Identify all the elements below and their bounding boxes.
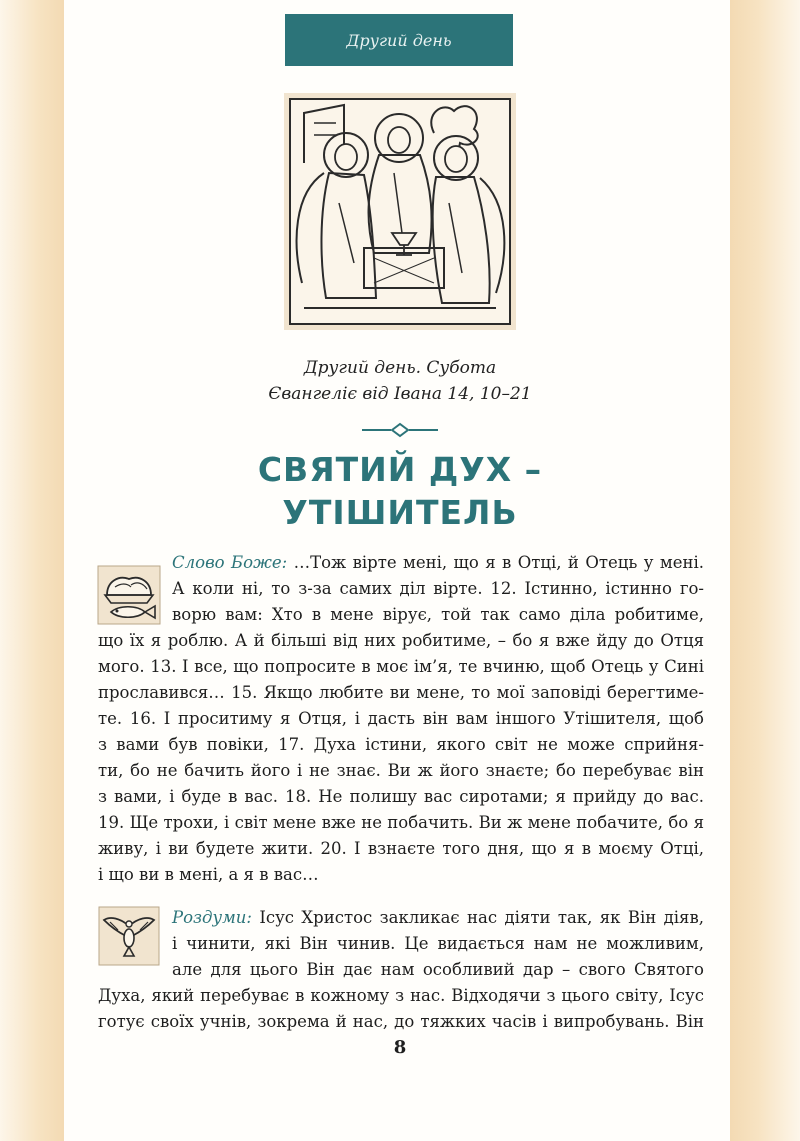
scripture-line: ворю вам: Хто в мене вірує, той так само діла робитиме, (172, 605, 704, 624)
scripture-line: 19. Ще трохи, і світ мене вже не побачить. Ви ж мене побачите, бо я (98, 813, 704, 832)
reflection-line: готує своїх учнів, зокрема й нас, до тяжких часів і випробувань. Він (98, 1012, 704, 1031)
reading-day-title: Другий день. Субота (303, 358, 497, 378)
bread-and-fish-icon (97, 565, 161, 625)
reflection-line-1 (172, 905, 704, 931)
ornament-divider-icon (360, 422, 440, 438)
scripture-lead-label: Слово Боже: (172, 553, 288, 572)
scripture-line: з вами, і буде в вас. 18. Не полишу вас сиротами; я прийду до вас. (98, 787, 704, 806)
scripture-line: те. 16. І проситиму я Отця, і дасть він вам іншого Утішителя, щоб (98, 709, 704, 728)
scripture-line: мого. 13. І все, що попросите в моє ім’я, те вчиню, щоб Отець у Сині (98, 657, 704, 676)
scripture-line: прославився… 15. Якщо любите ви мене, то мої заповіді берегтиме- (98, 683, 704, 702)
scripture-line: з вами був повіки, 17. Духа істини, якого світ не може сприйня- (98, 735, 704, 754)
reflection-line: Духа, який перебуває в кожному з нас. Відходячи з цього світу, Ісус (98, 986, 704, 1005)
reflection-line: і чинити, які Він чинив. Це видається нам не можливим, (172, 934, 704, 953)
right-margin-band (730, 0, 800, 1141)
gospel-reference: Євангеліє від Івана 14, 10–21 (268, 384, 532, 404)
reflection-lead-label: Роздуми: (172, 908, 252, 927)
left-margin-band (0, 0, 64, 1141)
reflection-line-1-text: Ісус Христос закликає нас діяти так, як Він діяв, (251, 908, 704, 927)
reflection-line: але для цього Він дає нам особливий дар – свого Святого (172, 960, 704, 979)
scripture-line-1-text: …Тож вірте мені, що я в Отці, й Отець у мені. (287, 553, 704, 572)
scripture-line: А коли ні, то з-за самих діл вірте. 12. Істинно, істинно го- (172, 579, 704, 598)
chapter-header-label: Другий день (346, 30, 452, 50)
chapter-title-line-1: СВЯТИЙ ДУХ – (257, 450, 543, 489)
page-number: 8 (393, 1037, 407, 1058)
dove-icon (98, 906, 160, 966)
scripture-line: ти, бо не бачить його і не знає. Ви ж його знаєте; бо перебуває він (98, 761, 704, 780)
scripture-line: і що ви в мені, а я в вас… (98, 865, 319, 884)
trinity-icon-illustration (284, 93, 516, 330)
chapter-header-tab (285, 14, 513, 66)
scripture-line-1 (172, 550, 704, 576)
chapter-title-line-2: УТІШИТЕЛЬ (282, 493, 518, 532)
scripture-line: що їх я роблю. А й більші від них робитиме, – бо я вже йду до Отця (98, 631, 704, 650)
scripture-line: живу, і ви будете жити. 20. І взнаєте того дня, що я в моєму Отці, (98, 839, 704, 858)
